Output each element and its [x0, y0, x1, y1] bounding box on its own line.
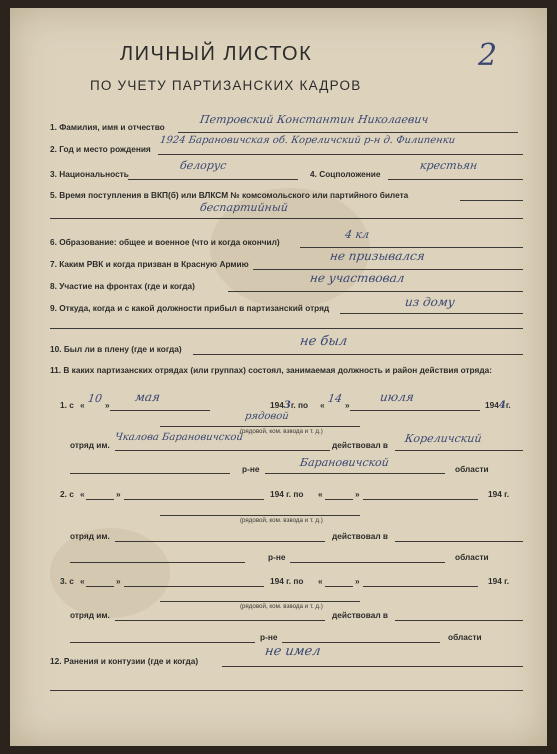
field-6-value: 4 кл — [344, 228, 370, 241]
entry-1-to-month: июля — [379, 390, 415, 404]
entry-1-line-a — [70, 473, 230, 474]
field-4-label: 4. Соцположение — [310, 169, 381, 179]
field-9-label: 9. Откуда, когда и с какой должности прибыл в партизанский отряд — [50, 303, 330, 313]
field-12-line-2 — [50, 690, 523, 691]
entry-2-year-from: 194 г. по — [270, 489, 304, 499]
field-2-value: 1924 Барановичская об. Кореличский р-н д. Филипенки — [159, 135, 456, 146]
entry-2-otryad-line — [115, 541, 325, 542]
entry-3-year-to: 194 г. — [488, 576, 510, 586]
entry-3-oblast-line — [282, 642, 440, 643]
entry-3-otryad-label: отряд им. — [70, 610, 110, 620]
field-9-line — [340, 313, 523, 314]
entry-2-oblast-label: области — [455, 552, 489, 562]
field-8-value: не участвовал — [309, 271, 406, 285]
entry-1-year-from: 1943г. по — [270, 400, 309, 411]
entry-3-to-month-line — [363, 586, 478, 587]
entry-3-year-from: 194 г. по — [270, 576, 304, 586]
entry-1-otryad-label: отряд им. — [70, 440, 110, 450]
entry-1-rayon-label: р-не — [242, 464, 260, 474]
entry-3-acted-line — [395, 620, 523, 621]
field-7-value: не призывался — [329, 249, 426, 263]
entry-1-rayon: Кореличский — [404, 432, 483, 445]
field-10-value: не был — [298, 334, 349, 349]
field-10-line — [193, 354, 523, 355]
entry-3-rank-caption: (рядовой, ком. взвода и т. д.) — [240, 603, 323, 610]
field-1-line — [178, 132, 518, 133]
field-1-label: 1. Фамилия, имя и отчество — [50, 122, 165, 132]
page-title: ЛИЧНЫЙ ЛИСТОК — [120, 43, 313, 65]
page-subtitle: ПО УЧЕТУ ПАРТИЗАНСКИХ КАДРОВ — [90, 78, 362, 93]
entry-3-rayon-label: р-не — [260, 632, 278, 642]
entry-2-line-a — [70, 562, 245, 563]
entry-2-to-day-line — [325, 499, 353, 500]
field-5-label: 5. Время поступления в ВКП(б) или ВЛКСМ № комсомольского или партийного билета — [50, 190, 409, 200]
entry-1-month-line — [110, 410, 210, 411]
field-9-line-2 — [50, 328, 523, 329]
entry-1-rank-line — [160, 426, 360, 427]
entry-1-rank-caption: (рядовой, ком. взвода и т. д.) — [240, 428, 323, 435]
entry-3-rank-line — [160, 601, 360, 602]
field-6-label: 6. Образование: общее и военное (что и когда окончил) — [50, 237, 280, 247]
entry-1-year-to: 1944г. — [485, 400, 511, 411]
corner-number: 2 — [478, 38, 498, 73]
field-3-line — [128, 179, 298, 180]
entry-1-to-month-line — [350, 410, 480, 411]
entry-3-day-line — [86, 586, 114, 587]
entry-1-otryad: Чкалова Барановичской — [114, 432, 244, 443]
field-10-label: 10. Был ли в плену (где и когда) — [50, 344, 182, 354]
field-5-line-2 — [50, 218, 523, 219]
entry-1-month: мая — [134, 390, 162, 404]
entry-3-num: 3. с — [60, 576, 74, 586]
field-7-label: 7. Каким РВК и когда призван в Красную Армию — [50, 259, 249, 269]
field-8-line — [228, 291, 523, 292]
entry-2-oblast-line — [290, 562, 445, 563]
entry-3-line-a — [70, 642, 255, 643]
entry-1-rank: рядовой — [244, 411, 290, 422]
field-3-label: 3. Национальность — [50, 169, 129, 179]
entry-1-acted-line — [395, 450, 523, 451]
entry-2-acted-label: действовал в — [332, 531, 388, 541]
entry-1-oblast-label: области — [455, 464, 489, 474]
entry-1-otryad-line — [115, 450, 330, 451]
entry-1-oblast: Барановичской — [299, 456, 390, 469]
entry-1-oblast-line — [265, 473, 445, 474]
field-5-line — [460, 200, 523, 201]
entry-3-otryad-line — [115, 620, 325, 621]
field-9-value: из дому — [404, 295, 456, 309]
entry-3-oblast-label: области — [448, 632, 482, 642]
field-4-value: крестьян — [419, 159, 479, 172]
field-2-line — [158, 154, 523, 155]
entry-2-month-line — [124, 499, 264, 500]
field-12-value: не имел — [263, 644, 322, 659]
entry-2-rank-caption: (рядовой, ком. взвода и т. д.) — [240, 517, 323, 524]
field-12-line — [222, 666, 523, 667]
field-4-line — [388, 179, 523, 180]
entry-1-day: 10 — [87, 392, 103, 405]
entry-2-num: 2. с — [60, 489, 74, 499]
entry-2-otryad-label: отряд им. — [70, 531, 110, 541]
entry-2-rayon-label: р-не — [268, 552, 286, 562]
entry-1-to-day: 14 — [327, 392, 343, 405]
entry-2-acted-line — [395, 541, 523, 542]
field-12-label: 12. Ранения и контузии (где и когда) — [50, 656, 199, 666]
field-5-value: беспартийный — [199, 201, 289, 214]
entry-1-acted-label: действовал в — [332, 440, 388, 450]
field-2-label: 2. Год и место рождения — [50, 144, 151, 154]
form-sheet: ЛИЧНЫЙ ЛИСТОК ПО УЧЕТУ ПАРТИЗАНСКИХ КАДРОВ 2 1. Фамилия, имя и отчество Петровский Константин Николаевич 2. Год и место рождения 1924 Барановичская об. Кореличский р-н д. Филипенки 3. Национальность белорус 4. Соцположение крестьян 5. Время поступления в ВКП(б) или ВЛКСМ № комсомольского или партийного билета беспартийный 6. Образование: общее и военное (что и когда окончил) 4 кл 7. Каким РВК и когда призван в Красную Армию не призывался 8. Участие на фронтах (где и когда) не участвовал 9. Откуда, когда и с какой должности прибыл в партизанский отряд из дому 10. Был ли в плену (где и когда) не был 11. В каких партизанских отрядах (или группах) состоял, занимаемая должность и район действия отряда: 1. с « 10 » мая 1943г. по « 14 » июля 1944г. рядовой (рядовой, ком. взвода и т. д.) отряд им. Чкалова Барановичской действовал в Кореличский р-не Барановичской области 2. с « » 194 г. по « » 194 г. (рядовой, ком. взвода и т. д.) отряд им. действовал в р-не области 3. с « » 194 г. по « » 194 г. (рядовой, ком. взвода и т. д.) отряд им. действовал в р-не области 12. Ранения и контузии (где и когда) не имел — [10, 8, 547, 746]
entry-2-day-line — [86, 499, 114, 500]
field-3-value: белорус — [179, 159, 228, 172]
entry-1-num: 1. с — [60, 400, 74, 410]
field-6-line — [300, 247, 523, 248]
field-7-line — [253, 269, 523, 270]
entry-2-year-to: 194 г. — [488, 489, 510, 499]
entry-3-month-line — [124, 586, 264, 587]
entry-3-acted-label: действовал в — [332, 610, 388, 620]
entry-2-rank-line — [160, 515, 360, 516]
entry-3-to-day-line — [325, 586, 353, 587]
field-8-label: 8. Участие на фронтах (где и когда) — [50, 281, 195, 291]
entry-2-to-month-line — [363, 499, 478, 500]
field-11-label: 11. В каких партизанских отрядах (или группах) состоял, занимаемая должность и район действия отряда: — [50, 365, 492, 375]
field-1-value: Петровский Константин Николаевич — [199, 113, 430, 126]
